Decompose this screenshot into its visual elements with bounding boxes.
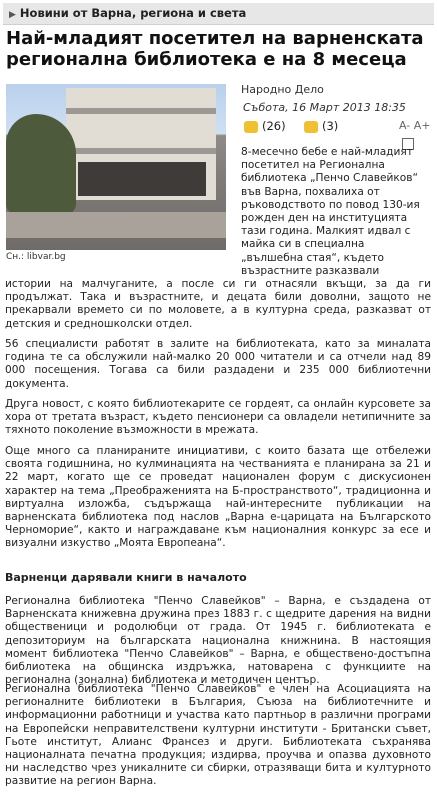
paragraph-5: Регионална библиотека "Пенчо Славейков" – Варна, е създадена от Варненската книжевна дружина през 1883 г. с щедрите дарения на видни общественици и родолюбци от града. От 1945 г. библиотеката е депозиториум на българската национална книжнина. В настоящия момент библиотека "Пенчо Славейков" – Варна, е обществено-достъпна библиотека на общинска издръжка, натоварена с функциите на регионална (зонална) библиотека и методичен център. [5, 595, 431, 687]
article-source[interactable]: Народно Дело [241, 83, 324, 96]
section-header[interactable] [3, 3, 434, 25]
text-line: „вълшебна стая“, където [241, 251, 384, 264]
arrow-right-icon: ▶ [9, 10, 16, 20]
article-photo [6, 84, 226, 250]
section-subhead: Варненци дарявали книги в началото [5, 571, 247, 584]
paragraph-2: 56 специалисти работят в залите на библиотеката, като за миналата година те са обслужили най-малко 20 000 читатели и са отчели над 89 000 посещения. Тогава са били раздадени и 235 000 библиотечни документа. [5, 338, 431, 390]
text-line: 8-месечно бебе е най-младият [241, 146, 413, 158]
text-line: посетител на Регионална [241, 159, 385, 172]
vote-down-button[interactable] [304, 117, 338, 135]
paragraph-4: Още много са планираните инициативи, с които базата ще отбележи своята годишнина, но кулминацията на честванията е планирана за 21 и 22 март, когато ще се проведат национален форум с дискусионен характер на тема „Преображенията на Б-пространството“, традиционна и виртуална изложба, съдържаща най-интересните публикации на варненската библиотека под наслов „Варна е-царицата на Българското Черноморие“, както и награждаване към националния конкурс за есе и визуални изкуство „Моята Европеана“. [5, 445, 431, 550]
paragraph-3: Друга новост, с която библиотекарите се гордеят, са онлайн курсовете за хора от третата възраст, където пенсионери са овладели нетипичните за тяхното поколение възможности в мрежата. [5, 398, 431, 437]
vote-bar [244, 117, 434, 135]
vote-down-count: (3) [322, 119, 339, 133]
article-date: Събота, 16 Март 2013 18:35 [243, 101, 406, 114]
section-label: Новини от Варна, региона и света [19, 6, 247, 20]
thumbs-down-icon [304, 121, 318, 133]
vote-up-count: (26) [262, 119, 286, 133]
paragraph-1-intro [241, 146, 431, 278]
photo-pavement [6, 212, 226, 238]
article-title: Най-младият посетител на варненската регионална библиотека е на 8 месеца [6, 28, 424, 70]
photo-windows [78, 162, 206, 196]
text-line: възрастните разказвали [241, 264, 380, 277]
text-line: тази година. Малкият идвал с [241, 225, 411, 238]
vote-up-button[interactable] [244, 117, 286, 135]
paragraph-6: Регионална библиотека "Пенчо Славейков" е член на Асоциацията на регионалните библиотеки в България, Съюза на библиотечните и информационни работници и участва като партньор в различни програми на Европейски неправителствени културни институти - Британски съвет, Гьоте институт, Алианс Франсез и други. Библиотеката съхранява националната печатна продукция; издирва, проучва и опазва духовното ни наследство чрез уникалните си сбирки, отразяващи бита и културното развитие на регион Варна. [5, 683, 431, 788]
text-line: библиотека „Пенчо Славейков“ [241, 172, 418, 185]
paragraph-1-rest: истории на малчуганите, а после си ги отнасяли вкъщи, за да ги продължат. Така и възрастните, и децата били доволни, защото не прекарвали времето си по моловете, а в културна среда, разказват от детския и средношколски отдел. [5, 278, 431, 330]
font-size-label: A- A+ [399, 119, 431, 132]
text-line: ръководството по повод 130-ия [241, 198, 420, 211]
thumbs-up-icon [244, 121, 258, 133]
photo-tree [6, 114, 76, 214]
text-line: майка си в специална [241, 238, 365, 251]
text-line: във Варна, похвалиха от [241, 185, 380, 198]
text-line: рожден ден на институцията [241, 212, 408, 225]
photo-caption: Сн.: libvar.bg [6, 252, 66, 262]
